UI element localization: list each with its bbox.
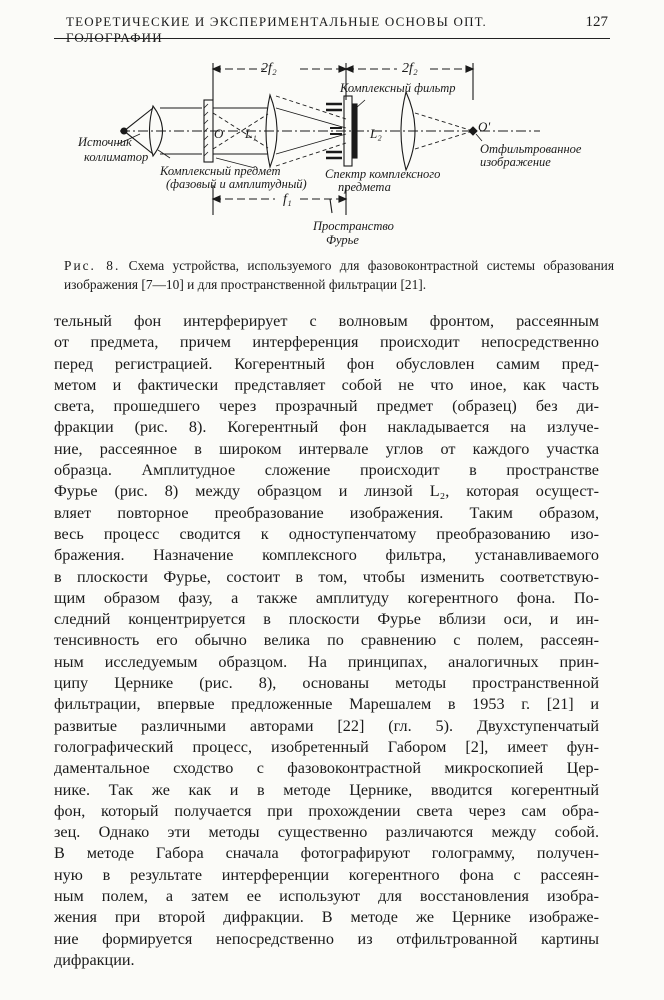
label-l2: L₂: [370, 126, 382, 141]
dim-2f2-left: 2f₂: [261, 61, 277, 76]
text-line: в плоскости Фурье, состоит в том, чтобы изменить соответствую-: [54, 567, 599, 586]
running-title: ТЕОРЕТИЧЕСКИЕ И ЭКСПЕРИМЕНТАЛЬНЫЕ ОСНОВЫ ОПТ. ГОЛОГРАФИИ: [66, 14, 487, 45]
label-spectrum-1: Спектр комплексного: [325, 167, 441, 181]
text-line: фракции (рис. 8). Когерентный фон накладывается на излуче-: [54, 418, 599, 437]
label-source: Источник: [78, 135, 132, 149]
caption-label: Рис. 8.: [64, 258, 121, 273]
body-text: [54, 311, 599, 971]
text-line: ным исследуемым образцом. На принципах, аналогичных прин-: [54, 652, 599, 671]
text-line: света, прошедшего через прозрачный предмет (образец) без ди-: [54, 397, 599, 416]
text-line: щим образом фазу, а также амплитуду когерентного фона. По-: [54, 588, 599, 607]
text-line: образца. Амплитудное сложение происходит в пространстве: [54, 461, 599, 480]
page-number: 127: [585, 14, 608, 30]
dim-f1: f₁: [283, 192, 292, 207]
label-pointers: [118, 100, 482, 168]
label-collimator: коллиматор: [84, 150, 149, 164]
text-line: зец. Однако эти методы существенно различаются между собой.: [54, 823, 599, 842]
text-line: ную в результате интерференции когерентного фона с рассеян-: [54, 865, 599, 884]
image-point: [469, 127, 477, 135]
label-fourier-1: Пространство: [313, 219, 394, 233]
text-line: В методе Габора сначала фотографируют голограмму, получен-: [54, 844, 599, 863]
label-o: O: [214, 126, 224, 141]
text-line: весь процесс сводится к одноступенчатому преобразованию изо-: [54, 524, 599, 543]
text-line: вляет повторное преобразование изображения. Таким образом,: [54, 503, 599, 522]
label-complex-filter: Комплексный фильтр: [340, 81, 456, 95]
label-spectrum-2: предмета: [338, 180, 391, 194]
text-line: голографический процесс, изобретенный Габором [2], имеет фун-: [54, 737, 599, 756]
text-line: даментальное сходство с фазовоконтрастной микроскопией Цер-: [54, 759, 599, 778]
text-line: фон, который получается при прохождении света через сам обра-: [54, 801, 599, 820]
text-line: ние, рассеянное в широком интервале углов от каждого участка: [54, 439, 599, 458]
text-line: следний концентрируется в плоскости Фурье вблизи оси, и ин-: [54, 610, 599, 629]
label-o-prime: O': [478, 119, 491, 134]
caption-text: Схема устройства, используемого для фазовоконтрастной системы образования изображения [7—10] и для пространственной фильтрации [21].: [64, 258, 614, 292]
text-line: метом и фактически представляет собой не что иное, как часть: [54, 375, 599, 394]
header-rule: [54, 38, 610, 39]
label-l1: L₁: [245, 126, 257, 141]
text-line: жения при второй дифракции. В методе же Цернике изображе-: [54, 908, 599, 927]
text-line: развитые различными авторами [22] (гл. 5). Двухступенчатый: [54, 716, 599, 735]
text-line: фильтрации, впервые предложенные Марешалем в 1953 г. [21] и: [54, 695, 599, 714]
label-object-2: (фазовый и амплитудный): [166, 177, 307, 191]
label-object-1: Комплексный предмет: [160, 164, 281, 178]
text-line: перед регистрацией. Когерентный фон обусловлен самим пред-: [54, 354, 599, 373]
text-line: ципу Цернике (рис. 8), основаны методы пространственной: [54, 674, 599, 693]
text-line: ние формируется непосредственно из отфильтрованной картины: [54, 929, 599, 948]
text-line: нике. Так же как и в методе Цернике, вводится когерентный: [54, 780, 599, 799]
text-line: тельный фон интерферирует с волновым фронтом, рассеянным: [54, 312, 599, 330]
optical-setup-diagram: [0, 44, 664, 254]
figure-caption: [64, 256, 614, 294]
text-line: тенсивность его обычно велика по сравнению с полем, рассеян-: [54, 631, 599, 650]
label-filtered-1: Отфильтрованное: [480, 142, 582, 156]
dim-2f2-right: 2f₂: [402, 61, 418, 76]
running-header: [66, 14, 608, 46]
text-line: дифракции.: [54, 950, 135, 969]
text-line: ным полем, а затем ее используют для восстановления изобра-: [54, 887, 599, 906]
text-line: Фурье (рис. 8) между образцом и линзой L₂, которая осущест-: [54, 482, 599, 501]
label-filtered-2: изображение: [480, 155, 551, 169]
text-line: бражения. Назначение комплексного фильтра, устанавливаемого: [54, 546, 599, 565]
text-line: от предмета, причем интерференция происходит непосредственно: [54, 333, 599, 352]
label-fourier-2: Фурье: [326, 233, 359, 247]
